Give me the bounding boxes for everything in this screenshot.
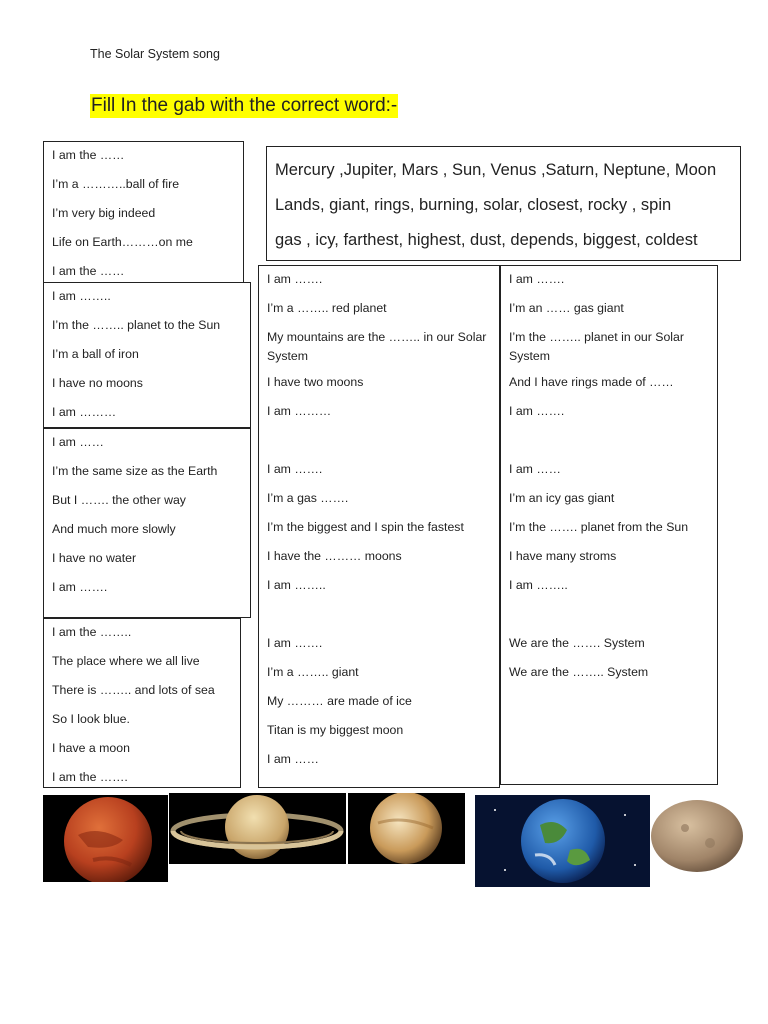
stanza-saturn: [267, 629, 491, 774]
stanza-line: So I look blue.: [52, 712, 130, 726]
stanza-line: I have a moon: [52, 741, 130, 755]
stanza-line: I’m the biggest and I spin the fastest: [267, 520, 464, 534]
right-column: [500, 265, 718, 785]
stanza-line: I’m the same size as the Earth: [52, 464, 218, 478]
stanza-line: I’m an …… gas giant: [509, 301, 624, 315]
word-bank-line: gas , icy, farthest, highest, dust, depends, biggest, coldest: [275, 231, 698, 249]
stanza-line: I am ……: [267, 752, 319, 766]
stanza-uranus: [509, 265, 709, 426]
instruction-heading: Fill In the gab with the correct word:-: [91, 95, 398, 116]
stanza-venus: [43, 428, 251, 618]
stanza-line: I’m an icy gas giant: [509, 491, 615, 505]
stanza-mercury: [43, 282, 251, 428]
stanza-chorus: [509, 629, 709, 687]
stanza-line: But I ……. the other way: [52, 493, 186, 507]
stanza-line: I am ……..: [509, 578, 568, 592]
stanza-line: I’m a gas …….: [267, 491, 349, 505]
stanza-line: I have no moons: [52, 376, 143, 390]
stanza-line: And much more slowly: [52, 522, 176, 536]
stanza-line: We are the ……. System: [509, 636, 645, 650]
stanza-line: And I have rings made of ……: [509, 375, 674, 389]
saturn-image: [169, 793, 346, 864]
mars-image: [43, 795, 168, 882]
stanza-earth: [43, 618, 241, 788]
stanza-line: I am …….: [267, 636, 323, 650]
stanza-line: I am …….: [52, 580, 108, 594]
stanza-line: I am ……..: [267, 578, 326, 592]
stanza-line: We are the …….. System: [509, 665, 649, 679]
stanza-line: I’m very big indeed: [52, 206, 156, 220]
stanza-neptune: [509, 455, 709, 600]
stanza-line: I have two moons: [267, 375, 364, 389]
stanza-line: I am ……: [509, 462, 561, 476]
word-bank-line: Lands, giant, rings, burning, solar, closest, rocky , spin: [275, 196, 672, 214]
stanza-line: I am the ……..: [52, 625, 132, 639]
earth-image: [475, 795, 650, 887]
stanza-line: I’m a ………..ball of fire: [52, 177, 180, 191]
stanza-line: I have the ……… moons: [267, 549, 402, 563]
stanza-line: I am ……..: [52, 289, 111, 303]
stanza-line: I am ………: [267, 404, 332, 418]
stanza-line: I am the …….: [52, 770, 128, 784]
stanza-line: I’m a ball of iron: [52, 347, 139, 361]
stanza-line: I’m the …….. planet in our Solar System: [509, 330, 684, 363]
stanza-jupiter: [267, 455, 491, 600]
stanza-line: Life on Earth………on me: [52, 235, 193, 249]
stanza-line: I have many stroms: [509, 549, 617, 563]
stanza-sun: [43, 141, 244, 286]
word-bank-line: Mercury ,Jupiter, Mars , Sun, Venus ,Saturn, Neptune, Moon: [275, 161, 717, 179]
middle-column: [258, 265, 500, 788]
stanza-line: I am …….: [509, 404, 565, 418]
stanza-line: My ……… are made of ice: [267, 694, 412, 708]
stanza-line: I’m a …….. giant: [267, 665, 359, 679]
mercury-image: [650, 798, 745, 873]
stanza-line: I have no water: [52, 551, 137, 565]
word-bank: [266, 146, 741, 261]
stanza-line: I am ……: [52, 435, 104, 449]
stanza-line: The place where we all live: [52, 654, 200, 668]
stanza-line: Titan is my biggest moon: [267, 723, 404, 737]
stanza-line: I am …….: [267, 462, 323, 476]
stanza-line: I am ………: [52, 405, 117, 419]
stanza-line: I’m the …….. planet to the Sun: [52, 318, 221, 332]
stanza-line: I am the ……: [52, 148, 125, 162]
stanza-line: I’m the ……. planet from the Sun: [509, 520, 689, 534]
stanza-line: I’m a …….. red planet: [267, 301, 387, 315]
document-title: The Solar System song: [90, 47, 220, 61]
stanza-line: I am the ……: [52, 264, 125, 278]
venus-image: [348, 793, 465, 864]
stanza-line: I am …….: [509, 272, 565, 286]
stanza-line: There is …….. and lots of sea: [52, 683, 215, 697]
stanza-mars: [267, 265, 491, 426]
stanza-line: My mountains are the …….. in our Solar System: [267, 330, 487, 363]
stanza-line: I am …….: [267, 272, 323, 286]
